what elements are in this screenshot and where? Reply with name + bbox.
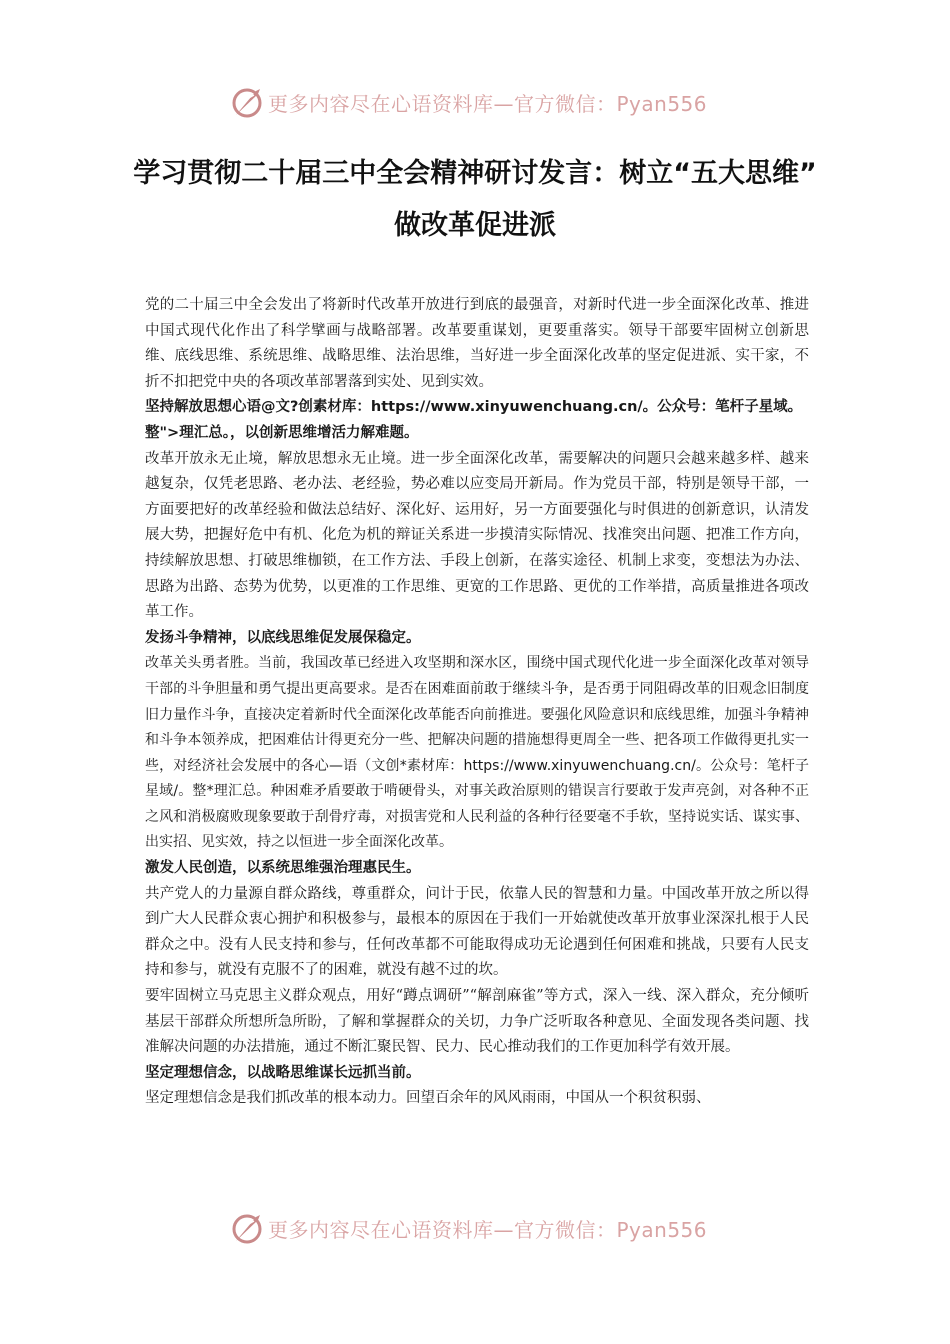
paragraph: 改革关头勇者胜。当前，我国改革已经进入攻坚期和深水区，围绕中国式现代化进一步全面深化改革对领导干部的斗争胆量和勇气提出更高要求。是否在困难面前敢于继续斗争，是否勇于同阻碍改革的旧观念旧制度旧力量作斗争，直接决定着新时代全面深化改革能否向前推进。要强化风险意识和底线思维，加强斗争精神和斗争本领养成，把困难估计得更充分一些、把解决问题的措施想得更周全一些、把各项工作做得更扎实一些，对经济社会发展中的各心—语（文创*素材库：https://www.xinyuwenchuang.cn/。公众号：笔杆子星域/。整*理汇总。种困难矛盾要敢于啃硬骨头，对事关政治原则的错误言行要敢于发声亮剑，对各种不正之风和消极腐败现象要敢于刮骨疗毒，对损害党和人民利益的各种行径要毫不手软，坚持说实话、谋实事、出实招、见实效，持之以恒进一步全面深化改革。 xyxy=(145,655,809,851)
banner-text: 更多内容尽在心语资料库—官方微信：Pyan556 xyxy=(268,1217,708,1242)
article-body xyxy=(145,293,809,1112)
paragraph: 党的二十届三中全会发出了将新时代改革开放进行到底的最强音，对新时代进一步全面深化改革、推进中国式现代化作出了科学擘画与战略部署。改革要重谋划，更要重落实。领导干部要牢固树立创新思维、底线思维、系统思维、战略思维、法治思维，当好进一步全面深化改革的坚定促进派、实干家，不折不扣把党中央的各项改革部署落到实处、见到实效。 xyxy=(145,297,809,390)
paragraph: 坚定理想信念是我们抓改革的根本动力。回望百余年的风风雨雨，中国从一个积贫积弱、 xyxy=(145,1090,711,1107)
quill-logo-icon xyxy=(230,1211,264,1245)
section-heading: 坚持解放思想心语@文?创素材库：https://www.xinyuwenchuang.cn/。公众号：笔杆子星域。整">理汇总。，以创新思维增活力解难题。 xyxy=(145,399,803,441)
paragraph: 改革开放永无止境，解放思想永无止境。进一步全面深化改革，需要解决的问题只会越来越多样、越来越复杂，仅凭老思路、老办法、老经验，势必难以应变局开新局。作为党员干部，特别是领导干部，一方面要把好的改革经验和做法总结好、深化好、运用好，另一方面要强化与时俱进的创新意识，认清发展大势，把握好危中有机、化危为机的辩证关系进一步摸清实际情况、找准突出问题、把准工作方向，持续解放思想、打破思维枷锁，在工作方法、手段上创新，在落实途径、机制上求变，变想法为办法、思路为出路、态势为优势，以更准的工作思维、更宽的工作思路、更优的工作举措，高质量推进各项改革工作。 xyxy=(145,450,809,621)
banner-text: 更多内容尽在心语资料库—官方微信：Pyan556 xyxy=(268,91,708,116)
section-heading: 激发人民创造，以系统思维强治理惠民生。 xyxy=(145,860,421,877)
paragraph: 要牢固树立马克思主义群众观点，用好“蹲点调研”“解剖麻雀”等方式，深入一线、深入群众，充分倾听基层干部群众所想所急所盼，了解和掌握群众的关切，力争广泛听取各种意见、全面发现各类问题、找准解决问题的办法措施，通过不断汇聚民智、民力、民心推动我们的工作更加科学有效开展。 xyxy=(145,988,809,1056)
section-heading: 发扬斗争精神，以底线思维促发展保稳定。 xyxy=(145,629,421,646)
footer-banner xyxy=(230,1210,730,1246)
section-heading: 坚定理想信念，以战略思维谋长远抓当前。 xyxy=(145,1064,421,1081)
paragraph: 共产党人的力量源自群众路线，尊重群众，问计于民，依靠人民的智慧和力量。中国改革开放之所以得到广大人民群众衷心拥护和积极参与，最根本的原因在于我们一开始就使改革开放事业深深扎根于人民群众之中。没有人民支持和参与，任何改革都不可能取得成功无论遇到任何困难和挑战，只要有人民支持和参与，就没有克服不了的困难，就没有越不过的坎。 xyxy=(145,885,809,979)
header-banner xyxy=(230,84,730,120)
quill-logo-icon xyxy=(230,85,264,119)
page-title: 学习贯彻二十届三中全会精神研讨发言：树立“五大思维” 做改革促进派 xyxy=(133,158,817,241)
